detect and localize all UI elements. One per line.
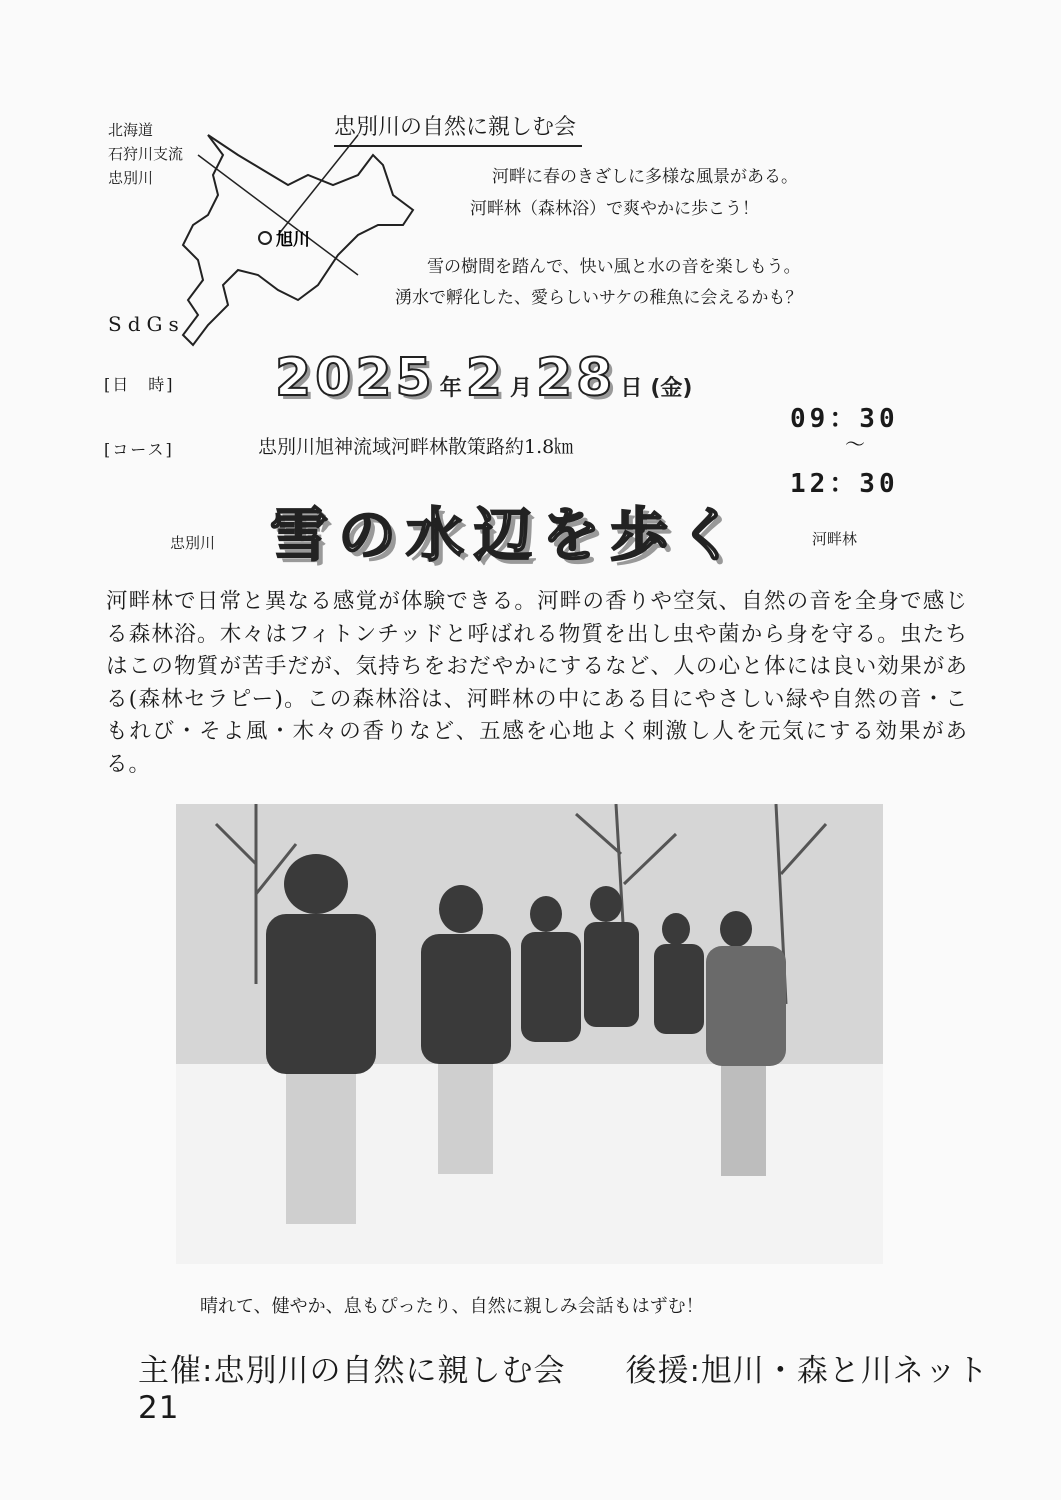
date-year: 2025 [275, 348, 436, 408]
asahikawa-label: 旭川 [276, 230, 310, 250]
time-start: 09：30 [790, 404, 899, 434]
side-label-right: 河畔林 [812, 530, 858, 548]
date-label: [日 時] [104, 375, 175, 394]
date-month-unit: 月 [509, 376, 532, 401]
body-text: 河畔林で日常と異なる感覚が体験できる。河畔の香りや空気、自然の音を全身で感じる森林浴。木々はフィトンチッドと呼ばれる物質を出し虫や菌から身を守る。虫たちはこの物質が苦手だが、気持ちをおだやかにするなど、人の心と体には良い効果がある(森林セラピー)。この森林浴は、河畔林の中にある目にやさしい緑や自然の音・こもれび・そよ風・木々の香りなど、五感を心地よく刺激し人を元気にする効果がある。 [106, 589, 968, 777]
date-day: 28 [535, 348, 617, 408]
time-separator: 〜 [845, 432, 865, 456]
photo-caption: 晴れて、健やか、息もぴったり、自然に親しみ会話もはずむ！ [200, 1296, 704, 1317]
course-label: [コース] [104, 440, 174, 459]
location-line-2: 石狩川支流 [108, 145, 184, 163]
intro-line-2: 河畔林（森林浴）で爽やかに歩こう！ [470, 199, 759, 219]
intro-line-4: 湧水で孵化した、愛らしいサケの稚魚に会えるかも？ [395, 288, 803, 308]
time-end: 12：30 [790, 469, 899, 499]
footer-host: 主催:忠別川の自然に親しむ会 [138, 1353, 566, 1389]
map-pointer-line-1 [198, 155, 358, 275]
event-date [275, 348, 696, 408]
main-title: 雪の水辺を歩く [270, 501, 747, 569]
intro-line-3: 雪の樹間を踏んで、快い風と水の音を楽しもう。 [427, 257, 801, 277]
footer-support: 後援:旭川・森と川ネット21 [138, 1353, 989, 1426]
date-day-unit: 日 [620, 376, 643, 401]
date-month: 2 [465, 348, 506, 408]
side-label-left: 忠別川 [170, 534, 216, 552]
course-text: 忠別川旭神流域河畔林散策路約1.8㎞ [258, 436, 574, 458]
date-year-unit: 年 [439, 376, 462, 401]
date-weekday: (金) [650, 376, 693, 401]
sdgs-label: SdGs [108, 312, 185, 336]
location-line-3: 忠別川 [108, 169, 154, 187]
snow-walk-photo [176, 804, 883, 1264]
photo-snow [176, 1064, 883, 1264]
footer [138, 1345, 1061, 1426]
asahikawa-marker [259, 232, 271, 244]
photo-illustration [176, 804, 883, 1264]
organization-title: 忠別川の自然に親しむ会 [334, 110, 582, 147]
location-line-1: 北海道 [108, 121, 154, 139]
intro-line-1: 河畔に春のきざしに多様な風景がある。 [492, 167, 798, 187]
